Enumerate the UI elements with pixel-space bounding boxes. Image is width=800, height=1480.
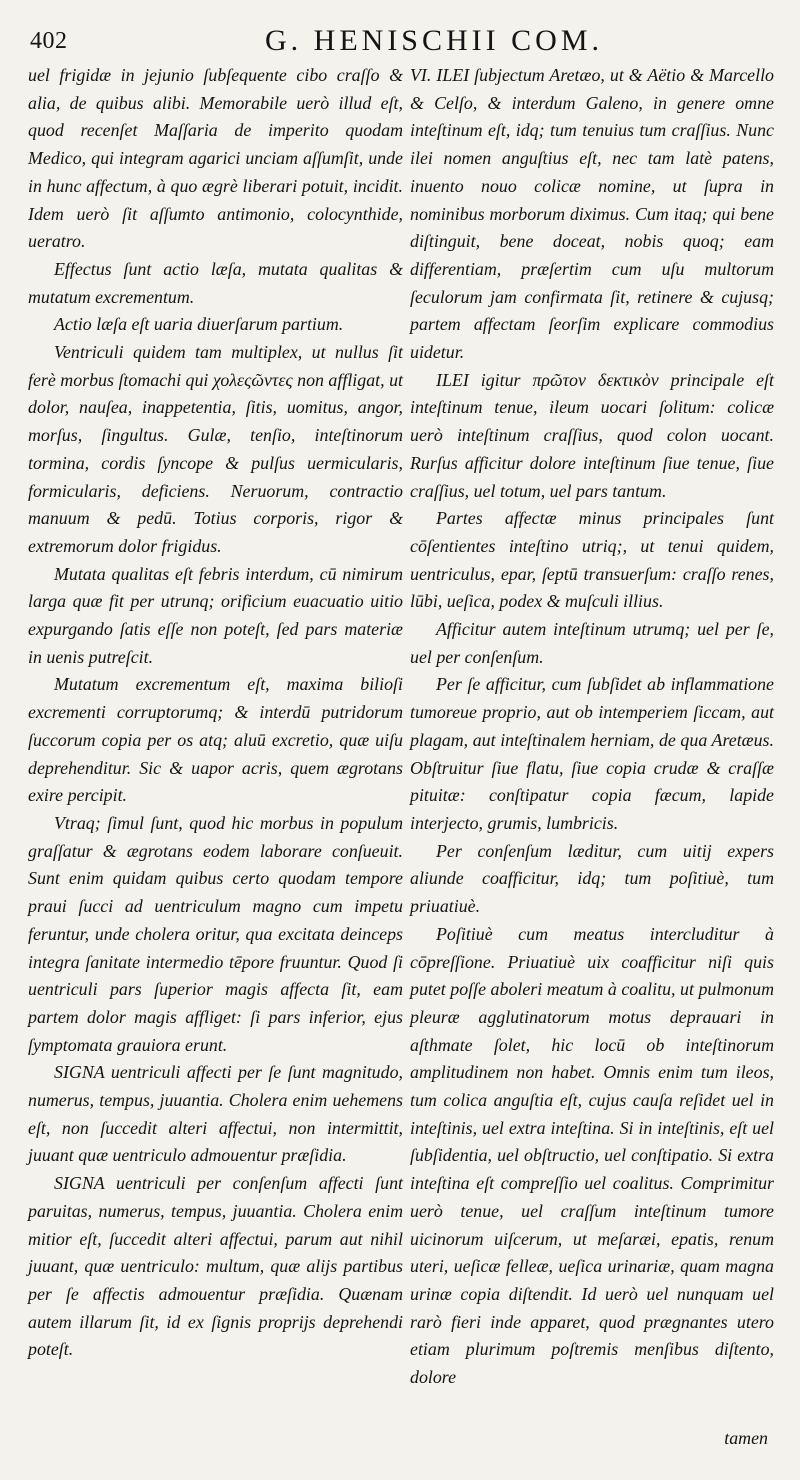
right-text-column bbox=[410, 62, 774, 1392]
paragraph: ILEI igitur πρῶτον δεκτικὸν principale eſt inteſtinum tenue, ileum uocari ſolitum: colicæ uerò inteſtinum craſſius, quod colon uocant. Rurſus afficitur dolore inteſtinum ſiue tenue, ſiue craſſius, uel totum, uel pars tantum. bbox=[410, 369, 774, 501]
paragraph: Poſitiuè cum meatus intercluditur à cōpreſſione. Priuatiuè uix coafficitur niſi quis putet poſſe aboleri meatum à coalitu, ut pulmonum pleuræ agglutinatorum motus deprauari in aſthmate ſolet, hic locū ob inteſtinorum amplitudinem non habet. Omnis enim tum ileos, tum colica anguſtia eſt, cujus cauſa reſidet uel in inteſtinis, uel extra inteſtina. Si in inteſtinis, eſt uel ſubſidentia, uel obſtructio, uel conſtipatio. Si extra inteſtina eſt compreſſio uel coalitus. Comprimitur uerò tenue, uel craſſum inteſtinum tumore uicinorum uiſcerum, ut meſaræi, epatis, renum uteri, ueſicæ felleæ, ueſica urinariæ, quam magna urinæ copia diſtendit. Id uerò uel nunquam uel rarò fieri inde apparet, quod prægnantes utero etiam plurimum poſtremis menſibus diſtento, dolore bbox=[410, 923, 774, 1388]
catchword: tamen bbox=[724, 1428, 768, 1448]
paragraph: Vtraq; ſimul ſunt, quod hic morbus in populum graſſatur & ægrotans eodem laborare conſueuit. Sunt enim quidam quibus certo quodam tempore praui ſucci ad uentriculum magno cum impetu feruntur, unde cholera oritur, qua excitata deinceps integra ſanitate intermedio tēpore fruuntur. Quod ſi uentriculi pars ſuperior magis affecta ſit, eam partem dolor magis affliget: ſi pars inferior, ejus ſymptomata grauiora erunt. bbox=[28, 812, 403, 1055]
paragraph: VI. ILEI ſubjectum Aretæo, ut & Aëtio & Marcello & Celſo, & interdum Galeno, in genere omne inteſtinum eſt, idq; tum tenuius tum craſſius. Nunc ilei nomen anguſtius eſt, nec tam latè patens, inuento nouo colicæ nomine, ut ſupra in nominibus morborum diximus. Cum itaq; qui bene diſtinguit, bene doceat, nobis quoq; eam differentiam, præſertim cum uſu multorum ſeculorum jam confirmata ſit, retinere & cujusq; partem affectam ſeorſim explicare commodius uidetur. bbox=[410, 65, 774, 363]
paragraph: Mutata qualitas eſt febris interdum, cū nimirum larga quæ fit per utrunq; orificium euacuatio uitio expurgando ſatis eſſe non poteſt, ſed pars materiæ in uenis putreſcit. bbox=[28, 563, 403, 667]
paragraph: uel frigidæ in jejunio ſubſequente cibo craſſo & alia, de quibus alibi. Memorabile uerò illud eſt, quod recenſet Maſſaria de imperito quodam Medico, qui integram agarici unciam aſſumſit, unde in hunc affectum, à quo ægrè liberari potuit, incidit. Idem uerò ſit aſſumto antimonio, colocynthide, ueratro. bbox=[28, 65, 403, 252]
paragraph: Partes affectæ minus principales ſunt cōſentientes inteſtino utriq;, ut tenui quidem, uentriculus, epar, ſeptū transuerſum: craſſo renes, lūbi, ueſica, podex & muſculi illius. bbox=[410, 508, 774, 612]
paragraph: Afficitur autem inteſtinum utrumq; uel per ſe, uel per conſenſum. bbox=[410, 619, 774, 667]
page-number: 402 bbox=[30, 28, 68, 54]
page-header bbox=[30, 22, 778, 62]
paragraph: SIGNA uentriculi affecti per ſe ſunt magnitudo, numerus, tempus, juuantia. Cholera enim uehemens eſt, non ſuccedit alteri affectui, non intermittit, juuant quæ uentriculo admouentur præſidia. bbox=[28, 1062, 403, 1166]
paragraph: SIGNA uentriculi per conſenſum affecti ſunt paruitas, numerus, tempus, juuantia. Cholera enim mitior eſt, ſuccedit alteri affectui, parum aut nihil juuant, quæ uentriculo: multum, quæ alijs partibus per ſe affectis admouentur præſidia. Quænam autem illarum ſit, id ex ſignis proprijs deprehendi poteſt. bbox=[28, 1173, 403, 1360]
paragraph: Actio læſa eſt uaria diuerſarum partium. bbox=[54, 314, 344, 335]
paragraph: Effectus ſunt actio læſa, mutata qualitas & mutatum excrementum. bbox=[28, 258, 403, 307]
paragraph: Per ſe afficitur, cum ſubſidet ab inflammatione tumoreue proprio, aut ob intemperiem ſiccam, aut plagam, aut inteſtinalem herniam, de qua Aretæus. Obſtruitur ſiue flatu, ſiue copia crudæ & craſſæ pituitæ: conſtipatur copia fæcum, lapide interjecto, grumis, lumbricis. bbox=[410, 674, 774, 833]
paragraph: Mutatum excrementum eſt, maxima bilioſi excrementi corruptorumq; & interdū putridorum ſuccorum copia per os atq; aluū excretio, quæ uiſu deprehenditur. Sic & uapor acris, quem ægrotans exire percipit. bbox=[28, 674, 403, 806]
paragraph: Ventriculi quidem tam multiplex, ut nullus ſit ferè morbus ſtomachi qui χολεςῶντες non affligat, ut dolor, nauſea, inappetentia, ſitis, uomitus, angor, morſus, ſingultus. Gulæ, tenſio, inteſtinorum tormina, cordis ſyncope & pulſus uermicularis, formicularis, deficiens. Neruorum, contractio manuum & pedū. Totius corporis, rigor & extremorum dolor frigidus. bbox=[28, 342, 403, 556]
left-text-column bbox=[28, 62, 403, 1364]
paragraph: Per conſenſum læditur, cum uitij expers aliunde coafficitur, idq; tum poſitiuè, tum priuatiuè. bbox=[410, 840, 774, 917]
running-title: G. HENISCHII COM. bbox=[265, 24, 603, 57]
